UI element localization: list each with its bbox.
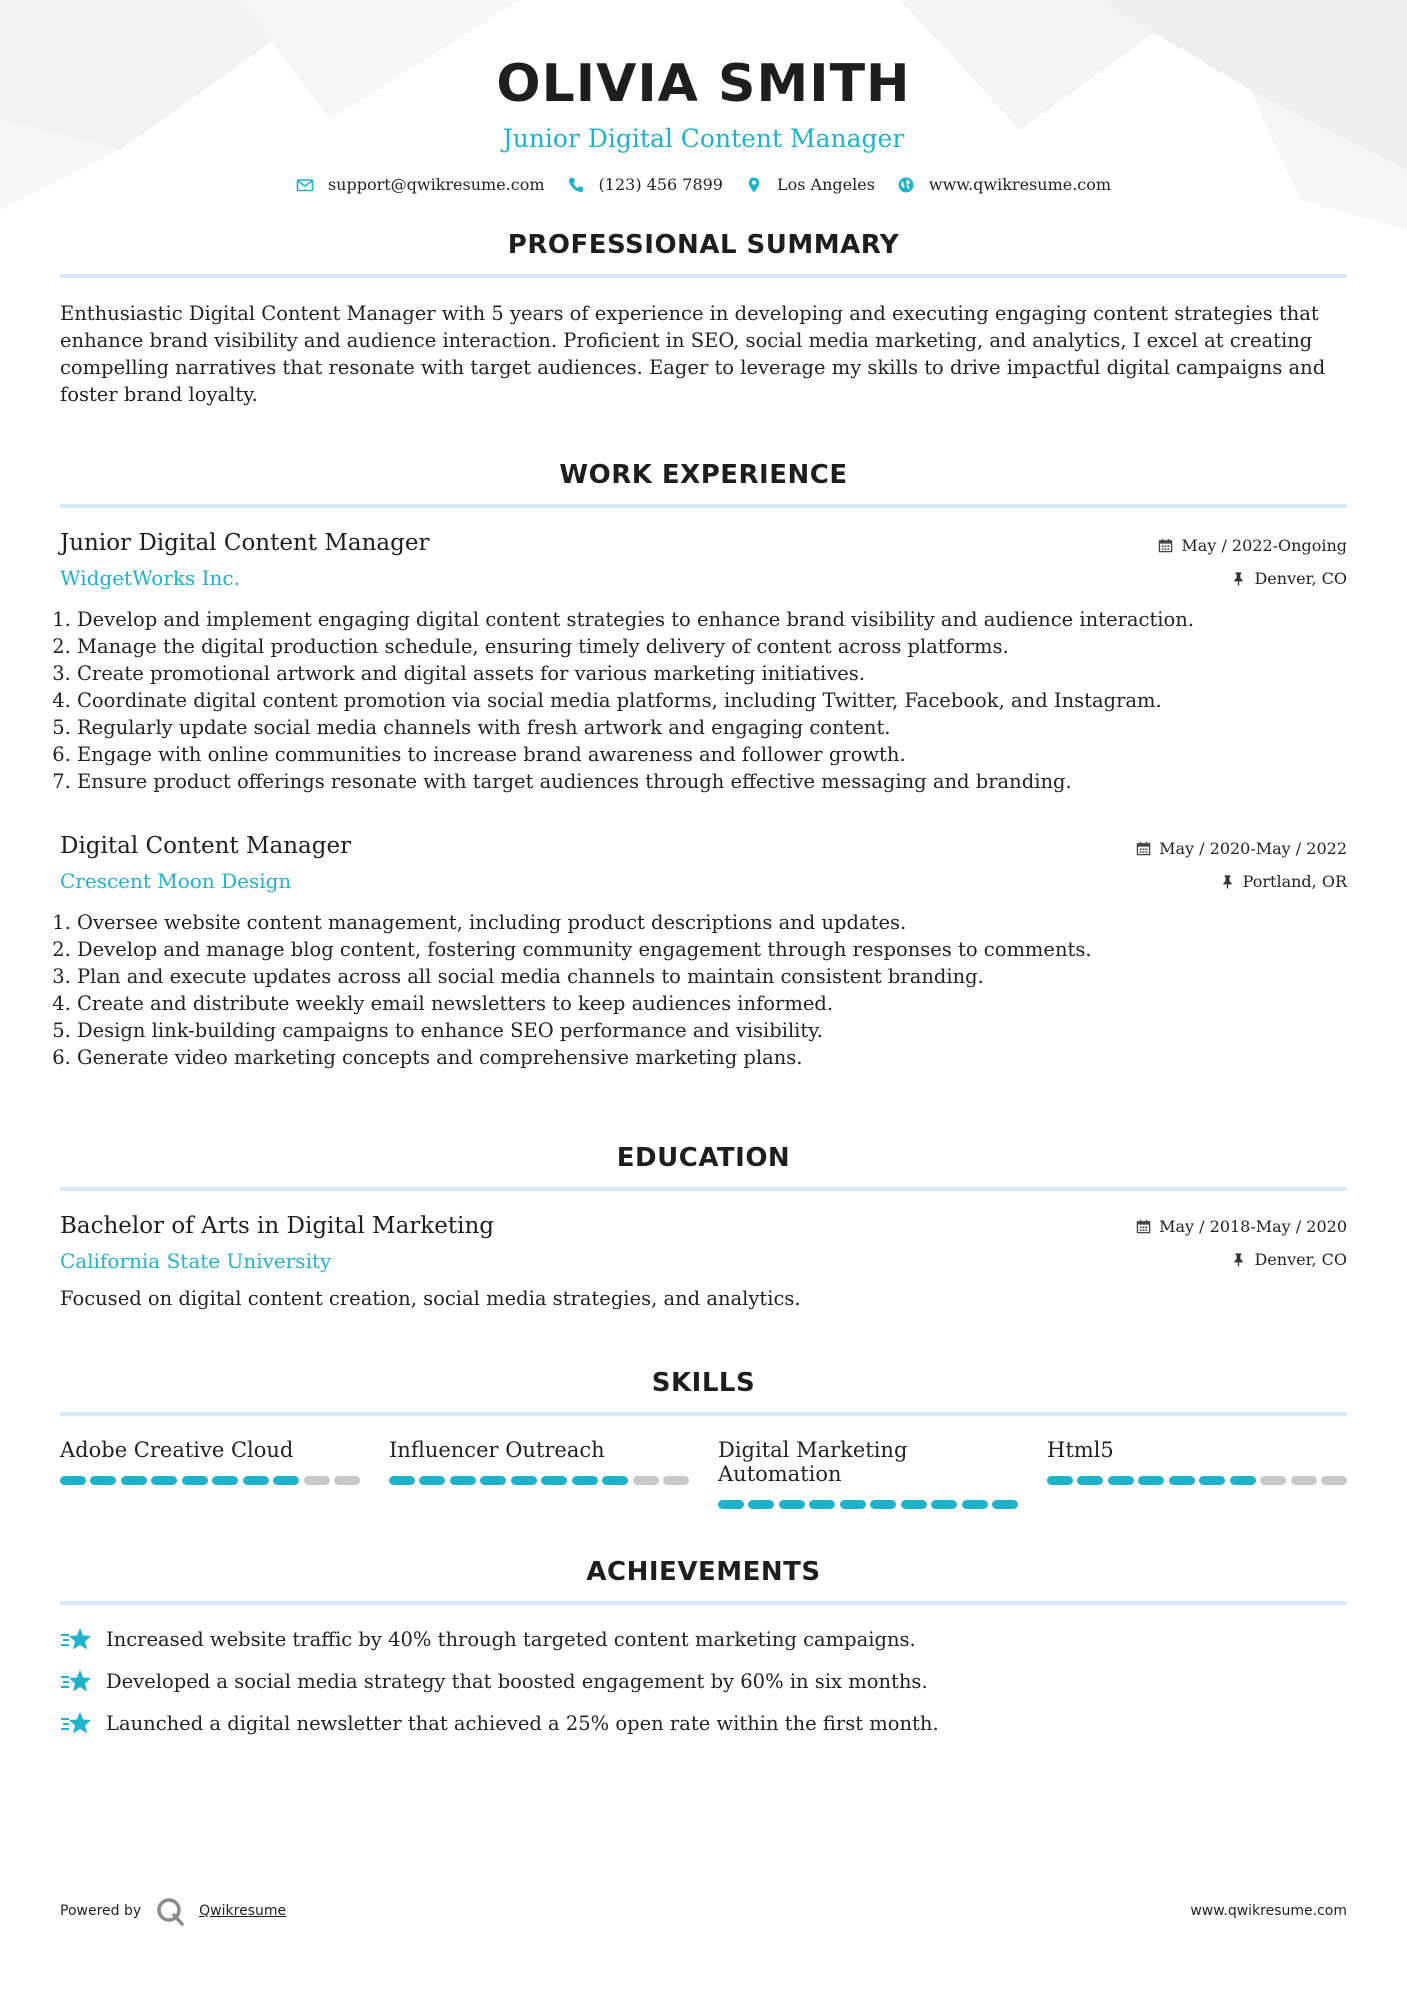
map-pin-icon (745, 176, 763, 194)
skill-dot-filled (1230, 1476, 1256, 1485)
skill-name: Digital Marketing Automation (718, 1438, 908, 1486)
achievement-text: Increased website traffic by 40% through targeted content marketing campaigns. (106, 1627, 916, 1651)
skill-dot-filled (1138, 1476, 1164, 1485)
job-title: Junior Digital Content Manager (60, 530, 430, 556)
contact-website[interactable] (897, 175, 1111, 194)
list-item: 1. Oversee website content management, including product descriptions and updates. (77, 909, 1347, 936)
phone-icon (567, 176, 585, 194)
skill-level-meter (1047, 1476, 1347, 1485)
footer-website[interactable]: www.qwikresume.com (1190, 1903, 1347, 1919)
skill-name: Influencer Outreach (389, 1438, 605, 1462)
education-description: Focused on digital content creation, social media strategies, and analytics. (60, 1287, 801, 1310)
skill-dot-filled (718, 1500, 744, 1509)
skill-item (718, 1438, 1018, 1509)
skill-dot-filled (572, 1476, 598, 1485)
skill-name: Html5 (1047, 1438, 1114, 1462)
skill-dot-filled (419, 1476, 445, 1485)
list-item: 2. Manage the digital production schedule, ensuring timely delivery of content across platforms. (77, 633, 1347, 660)
skill-dot-filled (931, 1500, 957, 1509)
skills-heading: SKILLS (60, 1368, 1347, 1416)
skill-dot-filled (273, 1476, 299, 1485)
education-location: Denver, CO (1254, 1250, 1347, 1269)
job-dates: May / 2020-May / 2022 (1159, 839, 1347, 858)
skill-item (389, 1438, 689, 1509)
contact-location (745, 175, 875, 194)
resume-header (60, 0, 1347, 194)
skill-dot-filled (1108, 1476, 1134, 1485)
summary-heading: PROFESSIONAL SUMMARY (60, 230, 1347, 278)
job-location: Portland, OR (1242, 872, 1347, 891)
list-item: 2. Develop and manage blog content, fostering community engagement through responses to comments. (77, 936, 1347, 963)
calendar-icon (1158, 538, 1173, 553)
pushpin-icon (1231, 1252, 1246, 1267)
list-item: 5. Regularly update social media channels with fresh artwork and engaging content. (77, 714, 1347, 741)
skill-level-meter (718, 1500, 1018, 1509)
job-entry (60, 530, 1347, 795)
skill-dot-filled (840, 1500, 866, 1509)
calendar-icon (1136, 841, 1151, 856)
skill-dot-filled (602, 1476, 628, 1485)
skill-name: Adobe Creative Cloud (60, 1438, 294, 1462)
brand-link[interactable]: Qwikresume (199, 1903, 287, 1919)
skill-dot-empty (633, 1476, 659, 1485)
list-item: 6. Generate video marketing concepts and comprehensive marketing plans. (77, 1044, 1347, 1071)
education-entry (60, 1213, 1347, 1310)
skill-dot-filled (90, 1476, 116, 1485)
calendar-icon (1136, 1219, 1151, 1234)
skill-dot-filled (541, 1476, 567, 1485)
education-heading: EDUCATION (60, 1143, 1347, 1191)
skill-dot-filled (901, 1500, 927, 1509)
job-entry (60, 833, 1347, 1071)
achievement-text: Developed a social media strategy that boosted engagement by 60% in six months. (106, 1669, 928, 1693)
skill-dot-empty (334, 1476, 360, 1485)
candidate-title: Junior Digital Content Manager (502, 124, 905, 153)
skill-dot-filled (962, 1500, 988, 1509)
achievement-text: Launched a digital newsletter that achieved a 25% open rate within the first month. (106, 1711, 939, 1735)
list-item: 1. Develop and implement engaging digital content strategies to enhance brand visibility and audience interaction. (77, 606, 1347, 633)
skill-dot-filled (870, 1500, 896, 1509)
skill-dot-filled (151, 1476, 177, 1485)
pushpin-icon (1220, 874, 1235, 889)
skill-dot-filled (748, 1500, 774, 1509)
location-text: Los Angeles (776, 175, 875, 194)
company-name: WidgetWorks Inc. (60, 566, 240, 590)
skill-dot-filled (1199, 1476, 1225, 1485)
education-section (60, 1143, 1347, 1310)
website-text: www.qwikresume.com (928, 175, 1112, 194)
page-footer (60, 1896, 1347, 1926)
skill-dot-empty (1260, 1476, 1286, 1485)
list-item: 6. Engage with online communities to increase brand awareness and follower growth. (77, 741, 1347, 768)
achievement-item (60, 1709, 1347, 1737)
job-location: Denver, CO (1254, 569, 1347, 588)
list-item: 4. Create and distribute weekly email newsletters to keep audiences informed. (77, 990, 1347, 1017)
education-meta (1136, 1213, 1347, 1269)
skill-dot-filled (1047, 1476, 1073, 1485)
degree-title: Bachelor of Arts in Digital Marketing (60, 1213, 494, 1239)
list-item: 3. Plan and execute updates across all social media channels to maintain consistent branding. (77, 963, 1347, 990)
list-item: 7. Ensure product offerings resonate with target audiences through effective messaging and branding. (77, 768, 1347, 795)
star-icon (60, 1667, 92, 1695)
summary-text: Enthusiastic Digital Content Manager with 5 years of experience in developing and executing engaging content strategies that enhance brand visibility and audience interaction. Proficient in SEO, social media marketing, and analytics, I excel at creating compelling narratives that resonate with target audiences. Eager to leverage my skills to drive impactful digital campaigns and foster brand loyalty. (60, 302, 1326, 406)
job-responsibilities (60, 909, 1347, 1071)
achievement-item (60, 1625, 1347, 1653)
contact-phone[interactable] (567, 175, 723, 194)
achievement-item (60, 1667, 1347, 1695)
skill-dot-empty (1291, 1476, 1317, 1485)
skill-dot-filled (243, 1476, 269, 1485)
skill-level-meter (389, 1476, 689, 1485)
globe-icon (897, 176, 915, 194)
star-icon (60, 1709, 92, 1737)
achievements-heading: ACHIEVEMENTS (60, 1557, 1347, 1605)
qwikresume-logo-icon (155, 1896, 185, 1926)
skill-dot-filled (511, 1476, 537, 1485)
job-responsibilities (60, 606, 1347, 795)
skill-item (60, 1438, 360, 1509)
skill-dot-filled (121, 1476, 147, 1485)
school-name: California State University (60, 1249, 332, 1273)
email-text: support@qwikresume.com (327, 175, 545, 194)
contact-bar (60, 175, 1347, 194)
envelope-icon (296, 176, 314, 194)
list-item: 4. Coordinate digital content promotion via social media platforms, including Twitter, Facebook, and Instagram. (77, 687, 1347, 714)
contact-email[interactable] (296, 175, 545, 194)
skill-dot-filled (389, 1476, 415, 1485)
skill-dot-filled (809, 1500, 835, 1509)
job-meta (1136, 833, 1347, 891)
job-meta (1158, 530, 1347, 588)
skill-item (1047, 1438, 1347, 1509)
skill-dot-filled (212, 1476, 238, 1485)
experience-section (60, 460, 1347, 1071)
pushpin-icon (1231, 571, 1246, 586)
skill-dot-filled (992, 1500, 1018, 1509)
experience-heading: WORK EXPERIENCE (60, 460, 1347, 508)
skill-dot-filled (779, 1500, 805, 1509)
powered-by-label: Powered by (60, 1903, 142, 1919)
company-name: Crescent Moon Design (60, 869, 292, 893)
skill-dot-filled (450, 1476, 476, 1485)
skills-list (60, 1438, 1347, 1509)
achievements-section (60, 1557, 1347, 1737)
job-title: Digital Content Manager (60, 833, 352, 859)
summary-section (60, 230, 1347, 408)
skills-section (60, 1368, 1347, 1509)
list-item: 5. Design link-building campaigns to enhance SEO performance and visibility. (77, 1017, 1347, 1044)
skill-dot-filled (1077, 1476, 1103, 1485)
skill-dot-empty (663, 1476, 689, 1485)
skill-dot-filled (480, 1476, 506, 1485)
skill-dot-filled (182, 1476, 208, 1485)
skill-dot-filled (60, 1476, 86, 1485)
job-dates: May / 2022-Ongoing (1181, 536, 1347, 555)
star-icon (60, 1625, 92, 1653)
list-item: 3. Create promotional artwork and digital assets for various marketing initiatives. (77, 660, 1347, 687)
skill-dot-empty (1321, 1476, 1347, 1485)
candidate-name: OLIVIA SMITH (496, 54, 911, 114)
phone-text: (123) 456 7899 (598, 175, 723, 194)
skill-level-meter (60, 1476, 360, 1485)
skill-dot-empty (304, 1476, 330, 1485)
education-dates: May / 2018-May / 2020 (1159, 1217, 1347, 1236)
skill-dot-filled (1169, 1476, 1195, 1485)
